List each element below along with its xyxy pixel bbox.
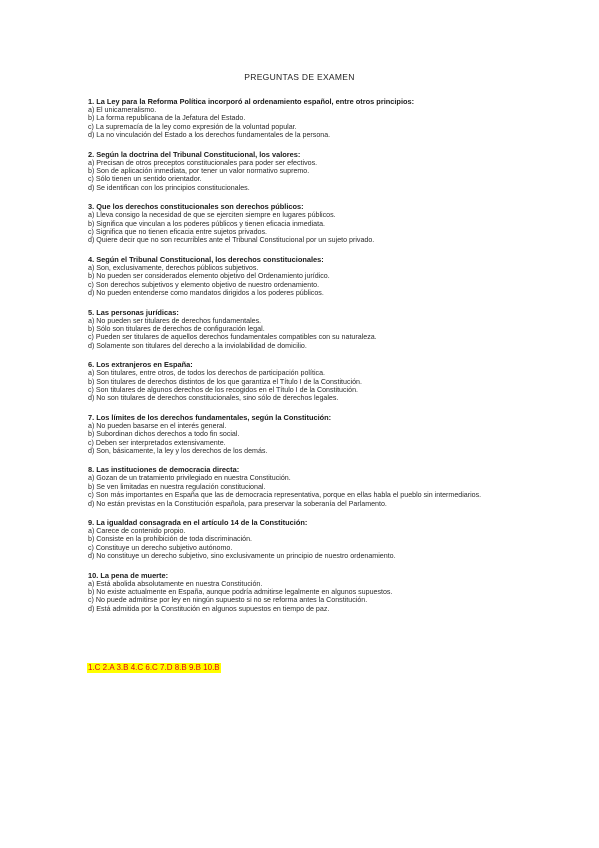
answer-option: b) La forma republicana de la Jefatura del Estado. bbox=[88, 114, 246, 123]
option-list bbox=[88, 264, 538, 298]
question-title: 3. Que los derechos constitucionales son derechos públicos: bbox=[88, 202, 304, 212]
answer-option: b) Son de aplicación inmediata, por tener un valor normativo supremo. bbox=[88, 167, 310, 176]
answer-option: c) Son más importantes en España que las de democracia representativa, porque en ellas habla el pueblo sin intermediarios. bbox=[88, 491, 482, 500]
question-title: 7. Los límites de los derechos fundamentales, según la Constitución: bbox=[88, 412, 332, 422]
question-block bbox=[88, 150, 538, 193]
answer-option: b) No existe actualmente en España, aunque podría admitirse legalmente en algunos supuestos. bbox=[88, 588, 393, 597]
answer-option: a) El unicameralismo. bbox=[88, 106, 157, 114]
question-block bbox=[88, 255, 538, 298]
page-title: PREGUNTAS DE EXAMEN bbox=[244, 72, 355, 82]
option-list bbox=[88, 527, 538, 561]
answer-option: c) Constituye un derecho subjetivo autónomo. bbox=[88, 543, 233, 552]
answer-option: c) Pueden ser titulares de aquellos derechos fundamentales compatibles con su naturaleza. bbox=[88, 333, 377, 342]
question-block bbox=[88, 571, 538, 614]
answer-option: d) Solamente son titulares del derecho a la inviolabilidad de domicilio. bbox=[88, 341, 307, 350]
answer-option: d) Quiere decir que no son recurribles ante el Tribunal Constitucional por un sujeto privado. bbox=[88, 236, 375, 245]
option-list bbox=[88, 211, 538, 245]
answer-option: b) Consiste en la prohibición de toda discriminación. bbox=[88, 535, 253, 544]
question-block bbox=[88, 360, 538, 403]
question-list bbox=[88, 97, 538, 623]
answer-option: d) No son titulares de derechos constitucionales, sino sólo de derechos legales. bbox=[88, 394, 339, 403]
answer-option: b) Se ven limitadas en nuestra regulación constitucional. bbox=[88, 482, 266, 491]
answer-option: b) Son titulares de derechos distintos de los que garantiza el Título I de la Constitución. bbox=[88, 377, 362, 386]
answer-option: c) La supremacía de la ley como expresión de la voluntad popular. bbox=[88, 122, 297, 131]
answer-option: b) No pueden ser considerados elemento objetivo del Ordenamiento jurídico. bbox=[88, 272, 330, 281]
answer-option: a) Son titulares, entre otros, de todos los derechos de participación política. bbox=[88, 369, 325, 378]
answer-option: d) No constituye un derecho subjetivo, sino exclusivamente un principio de nuestro ordenamiento. bbox=[88, 552, 396, 561]
option-list bbox=[88, 369, 538, 403]
question-block bbox=[88, 413, 538, 456]
question-title: 4. Según el Tribunal Constitucional, los derechos constitucionales: bbox=[88, 254, 324, 264]
answer-option: a) Son, exclusivamente, derechos públicos subjetivos. bbox=[88, 263, 259, 272]
question-block bbox=[88, 518, 538, 561]
answer-option: d) No pueden entenderse como mandatos dirigidos a los poderes públicos. bbox=[88, 289, 324, 298]
answer-option: a) Lleva consigo la necesidad de que se ejerciten siempre en lugares públicos. bbox=[88, 211, 336, 220]
question-title: 6. Los extranjeros en España: bbox=[88, 360, 193, 370]
answer-option: c) No puede admitirse por ley en ningún supuesto si no se reforma antes la Constitución. bbox=[88, 596, 368, 605]
answer-option: c) Son derechos subjetivos y elemento objetivo de nuestro ordenamiento. bbox=[88, 280, 320, 289]
answer-option: a) Gozan de un tratamiento privilegiado en nuestra Constitución. bbox=[88, 474, 291, 483]
answer-option: c) Sólo tienen un sentido orientador. bbox=[88, 175, 202, 184]
answer-option: d) Está admitida por la Constitución en algunos supuestos en tiempo de paz. bbox=[88, 604, 330, 613]
option-list bbox=[88, 580, 538, 614]
answer-option: d) La no vinculación del Estado a los derechos fundamentales de la persona. bbox=[88, 131, 331, 140]
question-title: 5. Las personas jurídicas: bbox=[88, 307, 179, 317]
answer-option: b) Significa que vinculan a los poderes públicos y tienen eficacia inmediata. bbox=[88, 219, 325, 228]
option-list bbox=[88, 317, 538, 351]
answer-key: 1.C 2.A 3.B 4.C 6.C 7.D 8.B 9.B 10.B bbox=[88, 663, 220, 672]
answer-option: a) No pueden ser titulares de derechos fundamentales. bbox=[88, 316, 262, 325]
question-title: 8. Las instituciones de democracia directa: bbox=[88, 465, 240, 475]
question-block bbox=[88, 97, 538, 140]
option-list bbox=[88, 422, 538, 456]
option-list bbox=[88, 474, 538, 508]
answer-option: d) Se identifican con los principios constitucionales. bbox=[88, 183, 250, 192]
answer-option: c) Son titulares de algunos derechos de los recogidos en el Título I de la Constitución. bbox=[88, 385, 358, 394]
question-title: 1. La Ley para la Reforma Política incorporó al ordenamiento español, entre otros principios: bbox=[88, 97, 415, 106]
question-title: 9. La igualdad consagrada en el artículo 14 de la Constitución: bbox=[88, 518, 308, 527]
answer-option: c) Deben ser interpretados extensivamente. bbox=[88, 438, 226, 447]
question-title: 10. La pena de muerte: bbox=[88, 570, 169, 580]
question-block bbox=[88, 202, 538, 245]
answer-option: d) Son, básicamente, la ley y los derechos de los demás. bbox=[88, 446, 268, 455]
answer-option: d) No están previstas en la Constitución española, para preservar la soberanía del Parlamento. bbox=[88, 499, 387, 508]
answer-option: a) Precisan de otros preceptos constitucionales para poder ser efectivos. bbox=[88, 158, 318, 167]
answer-option: b) Subordinan dichos derechos a todo fin social. bbox=[88, 430, 240, 439]
question-title: 2. Según la doctrina del Tribunal Constitucional, los valores: bbox=[88, 149, 301, 159]
answer-option: a) Está abolida absolutamente en nuestra Constitución. bbox=[88, 579, 263, 588]
answer-option: a) No pueden basarse en el interés general. bbox=[88, 421, 227, 430]
option-list bbox=[88, 106, 538, 140]
answer-option: c) Significa que no tienen eficacia entre sujetos privados. bbox=[88, 228, 268, 237]
question-block bbox=[88, 465, 538, 508]
option-list bbox=[88, 159, 538, 193]
answer-option: a) Carece de contenido propio. bbox=[88, 527, 186, 535]
question-block bbox=[88, 308, 538, 351]
answer-option: b) Sólo son titulares de derechos de configuración legal. bbox=[88, 324, 265, 333]
